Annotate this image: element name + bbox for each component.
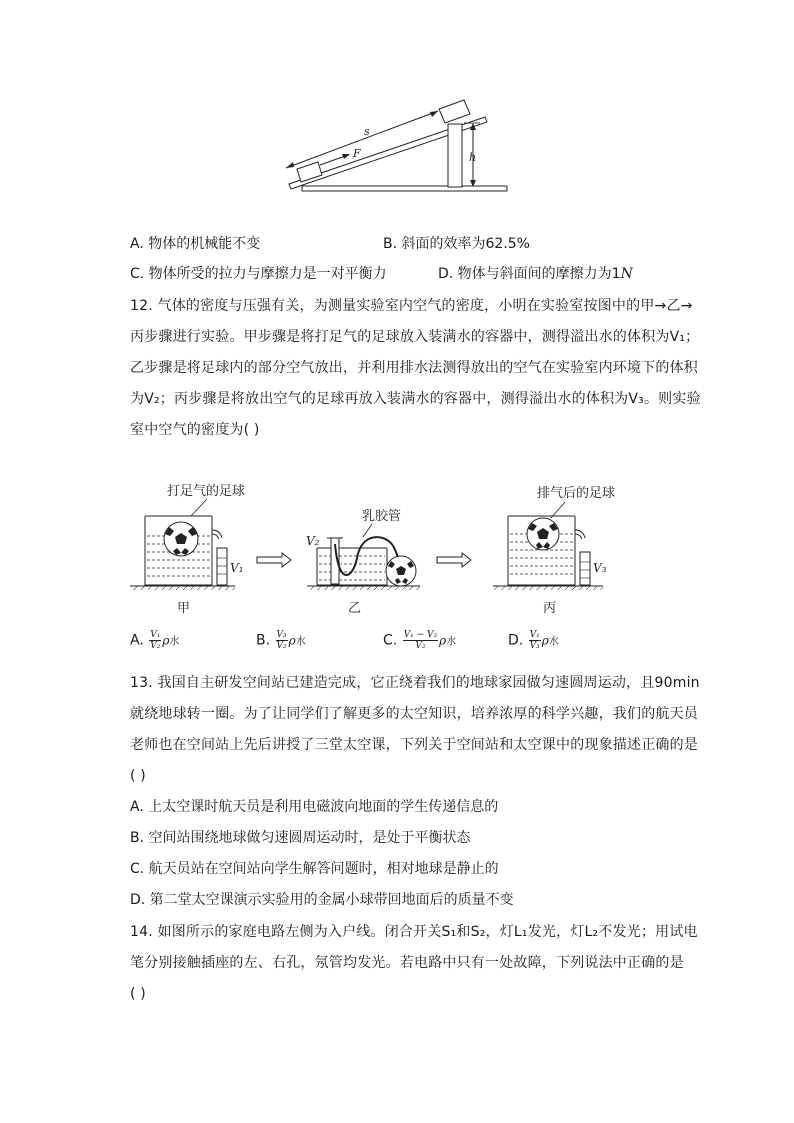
- q14-line-3: ( ): [130, 986, 146, 1002]
- q12-option-c[interactable]: [383, 630, 456, 653]
- label-v1: V₁: [230, 561, 244, 575]
- q12-option-d-sub: 水: [548, 636, 559, 648]
- label-tube: 乳胶管: [362, 509, 402, 524]
- step-yi: [306, 509, 420, 616]
- q12-experiment-figure: [125, 478, 625, 618]
- q11-option-a[interactable]: A. 物体的机械能不变: [130, 236, 261, 252]
- q12-line-5: 室中空气的密度为( ): [130, 422, 260, 438]
- label-v3: V₃: [593, 561, 607, 575]
- label-ball-full: 打足气的足球: [167, 484, 246, 499]
- q13-line-3: 老师也在空间站上先后讲授了三堂太空课，下列关于空间站和太空课中的现象描述正确的是: [130, 737, 698, 753]
- label-ball-after: 排气后的足球: [537, 486, 616, 501]
- q12-option-b-den: V₂: [276, 641, 287, 651]
- q11-option-b[interactable]: B. 斜面的效率为62.5%: [383, 236, 530, 252]
- q13-line-2: 就绕地球转一圈。为了让同学们了解更多的太空知识，培养浓厚的科学兴趣，我们的航天员: [130, 706, 698, 722]
- q12-option-c-num: V₁ − V₃: [403, 630, 438, 640]
- support-block: [448, 124, 462, 187]
- q13-line-1: 13. 我国自主研发空间站已建造完成，它正绕着我们的地球家园做匀速圆周运动，且90min: [130, 675, 700, 691]
- step-bing: [493, 485, 615, 616]
- q13-line-4: ( ): [130, 768, 146, 784]
- step-arrow-1: [257, 553, 291, 567]
- q14-line-2: 笔分别接触插座的左、右孔，氖管均发光。若电路中只有一处故障，下列说法中正确的是: [130, 955, 684, 971]
- q11-option-d[interactable]: [438, 264, 633, 284]
- q12-option-a[interactable]: [130, 630, 179, 653]
- q12-option-c-sub: 水: [446, 636, 457, 648]
- q12-option-c-den: V₂: [415, 641, 426, 651]
- q13-option-a[interactable]: A. 上太空课时航天员是利用电磁波向地面的学生传递信息的: [130, 799, 499, 815]
- q13-option-c[interactable]: C. 航天员站在空间站向学生解答问题时，相对地球是静止的: [130, 861, 499, 877]
- q12-option-c-letter: C.: [383, 632, 398, 649]
- box-top: [439, 100, 470, 123]
- q12-option-d-letter: D.: [508, 632, 524, 649]
- label-F: F: [353, 147, 361, 160]
- label-step-jia: 甲: [177, 601, 191, 616]
- label-h: h: [469, 151, 477, 164]
- label-s: s: [364, 125, 370, 138]
- q12-option-a-den: V₂: [150, 641, 161, 651]
- q12-option-b-num: V₃: [276, 630, 287, 640]
- q12-option-a-sub: 水: [169, 636, 180, 648]
- q12-line-2: 丙步骤进行实验。甲步骤是将打足气的足球放入装满水的容器中，测得溢出水的体积为V₁；: [130, 329, 700, 345]
- q11-option-c[interactable]: C. 物体所受的拉力与摩擦力是一对平衡力: [130, 266, 387, 282]
- q12-option-a-num: V₁: [150, 630, 161, 640]
- q12-option-b-letter: B.: [256, 632, 271, 649]
- q12-line-3: 乙步骤是将足球内的部分空气放出，并利用排水法测得放出的空气在实验室内环境下的体积: [130, 360, 698, 376]
- q13-option-b[interactable]: B. 空间站围绕地球做匀速圆周运动时，是处于平衡状态: [130, 830, 471, 846]
- q11-option-d-text: D. 物体与斜面间的摩擦力为1: [438, 266, 621, 282]
- q12-line-1: 12. 气体的密度与压强有关，为测量实验室内空气的密度，小明在实验室按图中的甲→乙→: [130, 298, 693, 314]
- step-jia: [130, 483, 245, 616]
- ground-base: [302, 186, 507, 191]
- q12-option-b-rho: ρ: [288, 633, 296, 648]
- q11-option-d-unit: N: [620, 266, 633, 282]
- q13-option-d[interactable]: D. 第二堂太空课演示实验用的金属小球带回地面后的质量不变: [130, 892, 514, 908]
- q14-line-1: 14. 如图所示的家庭电路左侧为入户线。闭合开关S₁和S₂，灯L₁发光，灯L₂不发光；用试电: [130, 924, 698, 940]
- q12-option-c-rho: ρ: [439, 633, 447, 648]
- label-step-bing: 丙: [543, 601, 557, 616]
- label-step-yi: 乙: [348, 601, 362, 616]
- step-arrow-2: [437, 553, 471, 567]
- q12-option-d-rho: ρ: [541, 633, 549, 648]
- q12-option-b[interactable]: [256, 630, 306, 653]
- q12-option-d-num: V₁: [529, 630, 540, 640]
- q12-line-4: 为V₂；丙步骤是将放出空气的足球再放入装满水的容器中，测得溢出水的体积为V₃。则实验: [130, 391, 701, 407]
- q12-option-a-rho: ρ: [162, 633, 170, 648]
- q12-option-d[interactable]: [508, 630, 559, 653]
- label-v2: V₂: [306, 534, 320, 548]
- q12-option-b-sub: 水: [295, 636, 306, 648]
- incline-figure: [280, 95, 512, 195]
- q12-option-a-letter: A.: [130, 632, 144, 649]
- q12-option-d-den: V₃: [529, 641, 540, 651]
